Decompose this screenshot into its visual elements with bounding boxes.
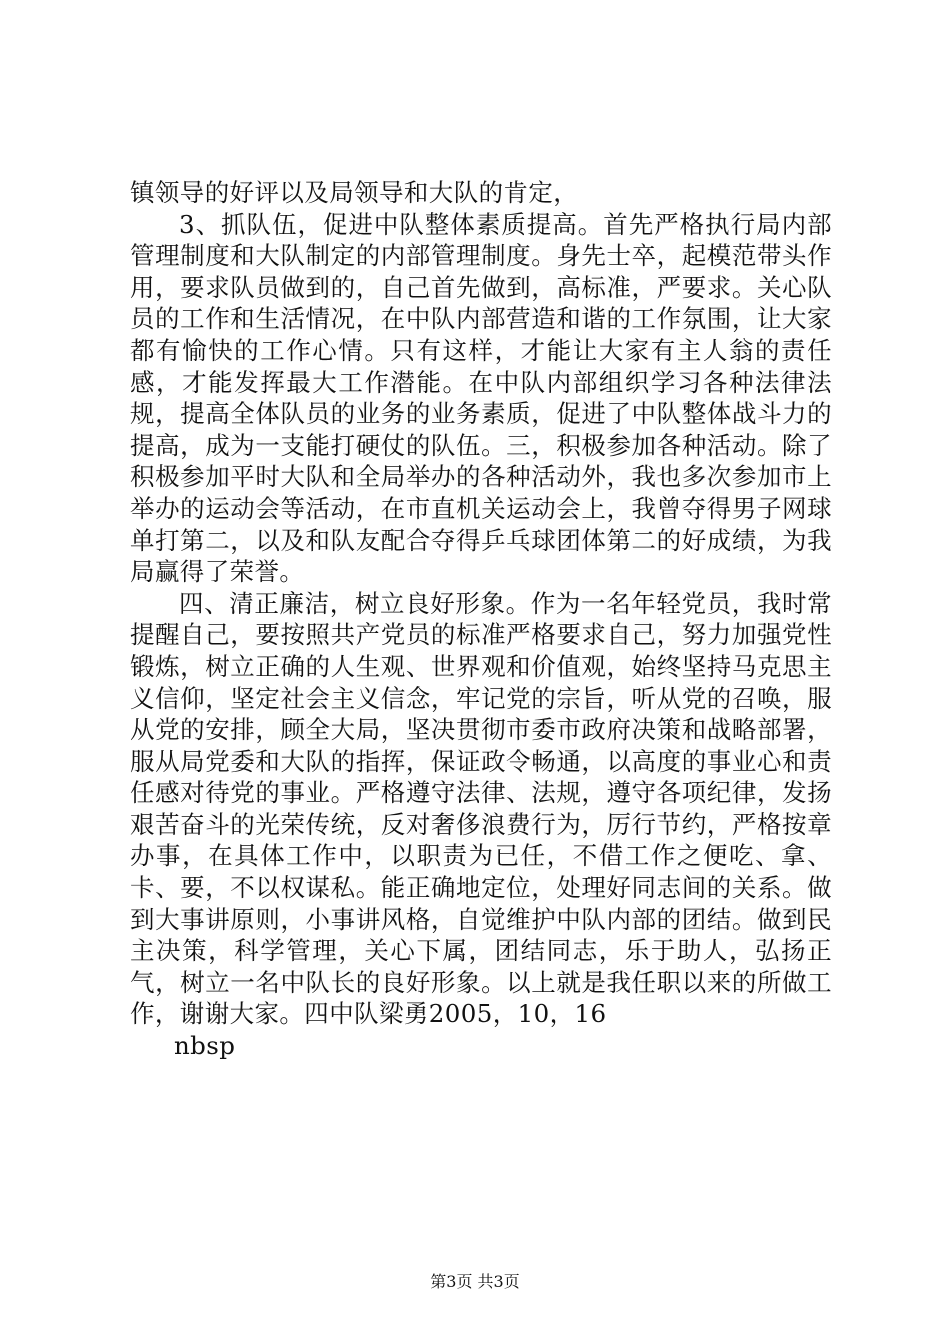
document-body bbox=[130, 177, 832, 1062]
paragraph-nbsp: nbsp bbox=[174, 1031, 236, 1061]
page-number-label: 第3页 共3页 bbox=[430, 1272, 520, 1291]
paragraph-continuation: 镇领导的好评以及局领导和大队的肯定， bbox=[130, 178, 579, 207]
paragraph-team-building: 3、抓队伍，促进中队整体素质提高。首先严格执行局内部管理制度和大队制定的内部管理制度。身先士卒，起模范带头作用，要求队员做到的，自己首先做到，高标准，严要求。关心队员的工作和生活情况，在中队内部营造和谐的工作氛围，让大家都有愉快的工作心情。只有这样，才能让大家有主人翁的责任感，才能发挥最大工作潜能。在中队内部组织学习各种法律法规，提高全体队员的业务的业务素质，促进了中队整体战斗力的提高，成为一支能打硬仗的队伍。三，积极参加各种活动。除了积极参加平时大队和全局举办的各种活动外，我也多次参加市上举办的运动会等活动，在市直机关运动会上，我曾夺得男子网球单打第二，以及和队友配合夺得乒乓球团体第二的好成绩，为我局赢得了荣誉。 bbox=[130, 209, 832, 587]
paragraph-integrity: 四、清正廉洁，树立良好形象。作为一名年轻党员，我时常提醒自己，要按照共产党员的标准严格要求自己，努力加强党性锻炼，树立正确的人生观、世界观和价值观，始终坚持马克思主义信仰，坚定社会主义信念，牢记党的宗旨，听从党的召唤，服从党的安排，顾全大局，坚决贯彻市委市政府决策和战略部署，服从局党委和大队的指挥，保证政令畅通，以高度的事业心和责任感对待党的事业。严格遵守法律、法规，遵守各项纪律，发扬艰苦奋斗的光荣传统，反对奢侈浪费行为，厉行节约，严格按章办事，在具体工作中，以职责为已任，不借工作之便吃、拿、卡、要，不以权谋私。能正确地定位，处理好同志间的关系。做到大事讲原则，小事讲风格，自觉维护中队内部的团结。做到民主决策，科学管理，关心下属，团结同志，乐于助人，弘扬正气，树立一名中队长的良好形象。以上就是我任职以来的所做工作，谢谢大家。四中队梁勇2005，10，16 bbox=[130, 588, 832, 1029]
page-footer bbox=[0, 1272, 950, 1292]
